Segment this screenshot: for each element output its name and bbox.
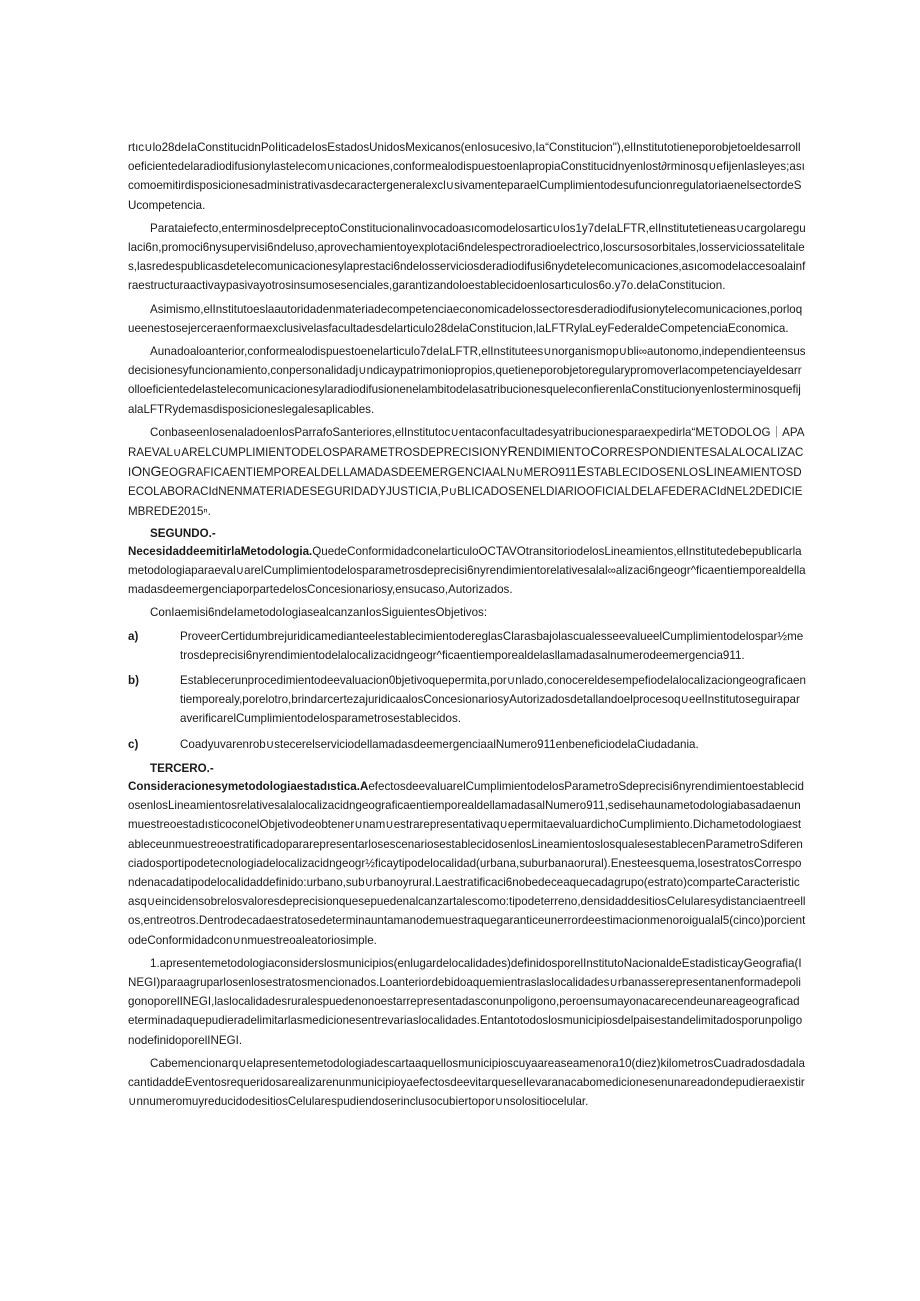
- paragraph-municipalities: 1.apresentemetodologiaconsiderslosmunicipios(enlugardelocalidades)definidosporelInstitutoNacionaldeEstadisticayGeografia(INEGI)paraagruparlosenlosestratosmencionados.Loanteriordebidoaquemientraslaslocalidades∪rbanasserepresentanenformadepoligonoporelINEGI,laslocalidadesruralespuedenonoestarrepresentadasconunpoligono,peroensumayonacarecendeunareageograficadeterminadaquepudieradelimitarlasmedicionesentrevariaslocalidades.EntantotodoslosmunicipiosdelpaisestandelimitadosporunpoligonodefinidoporelINEGI.: [128, 956, 803, 1047]
- segundo-heading: SEGUNDO.-: [150, 526, 216, 540]
- list-item: [128, 627, 806, 665]
- paragraph-methodology-title: ConbaseenIosenaladoenIosParrafoSanteriores,elInstitutoc∪entaconfacultadesyatribucionesparaexpedirla“METODOLOG｜APARAEVAL∪ARELCUMPLIMIENTODELOSPARAMETROSDEPRECISIONYRENDIMIENTOCORRESPONDIENTESALALOCALIZACIONGEOGRAFICAENTIEMPOREALDELLAMADASDEEMERGENCIAALN∪MERO911ESTABLECIDOSENLOSLINEAMIENTOSDECOLABORACIdNENMATERIADESEGURIDADYJUSTICIA,P∪BLICADOSENELDIARIOOFICIALDELAFEDERACIdNEL2DEDICIEMBREDE2015ⁿ.: [128, 425, 805, 518]
- list-item-marker: c): [128, 737, 139, 751]
- document-page: [128, 138, 806, 1115]
- list-item-text: ProveerCertidumbrejuridicamedianteelestablecimientodereglasClarasbajolascualesseevalueelCumplimientodelospar½metrosdeprecisi6nyrendimientodelalocalizacidngeogr^ficaentiemporealdelasllamadasalnumerodeemergencia911.: [180, 629, 804, 662]
- paragraph-competence: Asimismo,elInstitutoeslaautoridadenmateriadecompetenciaeconomicadelossectoresderadiodifusionytelecomunicaciones,porloqueenestosejerceraenformaexclusivelasfacultadesdelarticulo28delaConstitucion,laLFTRylaLeyFederaldeCompetenciaEconomica.: [128, 302, 803, 335]
- paragraph-autonomy: Aunadoaloanterior,conformealodispuestoenelarticulo7deIaLFTR,elInstitutees∪norganismop∪bli∞autonomo,independienteensusdecisionesyfuncionamiento,conpersonalidadj∪ndicaypatrimoniopropios,quetieneporobjetoregularypromoverlacompetenciayeldesarrolloeficientedelastelecomunicacionesylaradiodifusionenelambitodelasatribucionesqueleconfierenlaConstitucionyenlosterminosquefijalaLFTRydemasdisposicioneslegalesaplicables.: [128, 345, 806, 416]
- tercero-heading: TERCERO.-: [150, 761, 214, 775]
- list-item: [128, 735, 806, 754]
- paragraph-constitution: rtıc∪lo28deIaConstitucidnPoIiticadeIosEstadosUnidosMexicanos(enIosucesivo,Ia“Constitucion"),elInstitutotieneporobjetoeldesarrolloeficientedelaradiodifusionylastelecom∪nicaciones,conformealodispuestoenlapropiaConstitucidnyenlost∂rminosq∪efijenlasleyes;asıcomoemitirdisposicionesadministrativasdecaractergeneralexcl∪sivamenteparaelCumplimientodesufuncionregulatoriaenelsectordeSUcompetencia.: [128, 141, 805, 212]
- paragraph-tercero: Consideracionesymetodologiaestadıstica.AefectosdeevaluarelCumplimientodelosParametroSdeprecisi6nyrendimientoestablecidosenlosLineamientosrelativesalalocalizacidngeograficaentiemporealdellamadasalNumero911,sedisehaunametodologiabasadaenunmuestreoestadısticoconelObjetivodeobtener∪nam∪estrarepresentativaq∪epermitaevaluardichoCumplimiento.DichametodologiaestableceunmuestreoestratificadopararepresentarlosescenariosestablecidosenlosLineamientoslosqualesestablecenParametroSdiferenciadosportipodetecnologiadelocalizacidngeogr½ficaytipodelocalidad(urbana,suburbanaorural).Enesteesquema,losestratosCorrespondenacadatipodelocalidaddefinido:urbano,sub∪rbanoyrural.Laestratificaci6nobedeceaquecadagrupo(estrato)comparteCaracteristicasq∪eincidensobrelosvaloresdeprecisionquesepuedenalcanzartalescomo:tipodeterreno,densidaddesitiosCelularesydistanciaentreellos,entreotros.Dentrodecadaestratosedeterminauntamanodemuestraquegaranticeunerrordeestimacionmenoroigualal5(cinco)porcientodeConformidadcon∪nmuestreoaleatoriosimple.: [128, 779, 806, 947]
- paragraph-exclusion: Cabemencionarq∪elapresentemetodologiadescartaaquellosmunicipioscuyaareaseamenora10(diez)kilometrosCuadradosdadalacantidaddeEventosrequeridosarealizarenunmunicipioyaefectosdeevitarqueseIlevaranacabomedicionesenunareadondepudieraexistir∪nnumeromuyreducidodesitiosCelularespudiendoserinclusocubiertopor∪nsolositiocelular.: [128, 1056, 805, 1109]
- list-item-marker: a): [128, 629, 139, 643]
- list-item-text: Establecerunprocedimientodeevaluacion0bjetivoquepermita,por∪nlado,conocereldesempefiodelalocalizaciongeograficaentiemporealy,porelotro,brindarcertezajuridicaalosConcesionariosyAutorizadosdetallandoelprocesoq∪eelInstitutoseguiraparaverificarelCumplimientodelosparametrosestablecidos.: [180, 674, 806, 726]
- list-item: [128, 671, 806, 729]
- list-item-text: Coadyuvarenrob∪stecerelserviciodellamadasdeemergenciaalNumero911enbeneficiodelaCiudadania.: [180, 737, 699, 751]
- paragraph-objectives-intro: ConIaemisi6ndeIametodoIogiasealcanzanIosSiguientesObjetivos:: [150, 606, 488, 620]
- list-item-marker: b): [128, 674, 139, 688]
- tercero-bold-lead: Consideracionesymetodologiaestadıstica.A: [128, 779, 369, 793]
- paragraph-segundo: NecesidaddeemitirlaMetodologia.QuedeConformidadconelarticuloOCTAVOtransitoriodelosLineamientos,elInstitutedebepublicarlametodologiaparaeval∪arelCumplimientodelosparametrosdeprecisi6nyrendimientorelativesalal∞alizaci6ngeogr^ficaentiemporealdellamadasdeemergenciaporpartedelosConcesionariosy,ensucaso,Autorizados.: [128, 544, 806, 597]
- paragraph-regulation: Parataiefecto,enterminosdelpreceptoConstitucionalinvocadoasıcomodelosartic∪los1y7deIaLFTR,elInstitutetieneas∪cargolaregulaci6n,promoci6nysupervisi6ndeluso,aprovechamientoyexplotaci6ndelespectroradioelectrico,loscursosorbitales,losserviciossatelitales,lasredespublicasdetelecomunicacionesylaprestaci6ndelosserviciosderadiodifusi6nydetelecomunicaciones,asıcomodelaccesoalainfraestructuraactivaypasivayotrosinsumosesenciales,garantizandoloestablecidoenlosartıculos6o.y7o.delaConstitucion.: [128, 221, 806, 293]
- segundo-bold-lead: NecesidaddeemitirlaMetodologia.: [128, 544, 313, 558]
